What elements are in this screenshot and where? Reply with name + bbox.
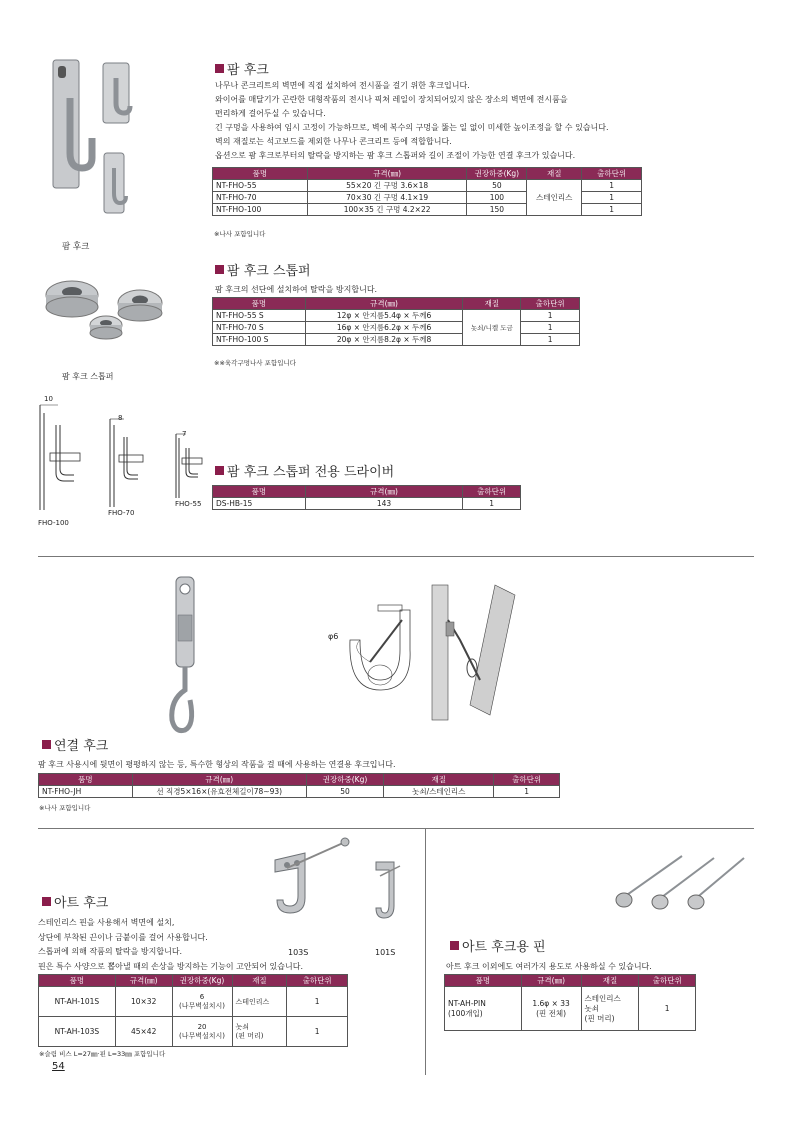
table-header: 품명 (213, 486, 306, 498)
art-hook-101s-photo (370, 858, 410, 928)
table-header: 규격(㎜) (132, 774, 306, 786)
material-cell: 스테인리스 (527, 180, 582, 216)
table-header: 권장하중(Kg) (172, 975, 232, 987)
stopper-title-text: 팜 후크 스톱퍼 (227, 264, 311, 279)
stopper-table (212, 297, 580, 346)
table-header: 출하단위 (287, 975, 348, 987)
desc-line: 스톱퍼에 의해 작품의 탈락을 방지합니다. (38, 947, 183, 956)
table-header: 출하단위 (521, 298, 580, 310)
table-row: NT-FHO-55 55×20 긴 구멍 3.6×18 50 스테인리스 1 (213, 180, 642, 192)
art-hook-title-text: 아트 후크 (54, 896, 109, 911)
table-header: 품명 (39, 975, 116, 987)
table-header: 재질 (232, 975, 287, 987)
palm-hook-caption: 팜 후크 (62, 242, 90, 252)
stopper-description: 팜 후크의 선단에 설치하여 탈락을 방지합니다. (215, 285, 378, 294)
desc-line: 나무나 콘크리트의 벽면에 직접 설치하여 전시품을 걸기 위한 후크입니다. (215, 81, 470, 90)
table-header: 출하단위 (639, 975, 696, 987)
fho100-dim: 10 (44, 395, 53, 403)
hook-diagram-fho70 (106, 415, 146, 510)
table-row: NT-AH-101S 10×32 6 (나무벽설치시) 스테인리스 1 (39, 987, 348, 1017)
square-bullet-icon (215, 466, 224, 475)
art-hook-description (38, 916, 303, 974)
table-header: 재질 (463, 298, 521, 310)
art-hook-pin-description: 아트 후크 이외에도 여러가지 용도로 사용하실 수 있습니다. (446, 962, 652, 971)
connection-hook-table (38, 773, 560, 798)
fho100-label: FHO-100 (38, 519, 69, 527)
art-hook-note: ※슬림 비스 L=27㎜·핀 L=33㎜ 포함입니다 (39, 1050, 166, 1058)
fho70-label: FHO-70 (108, 509, 135, 517)
art-hook-pin-photo (610, 852, 750, 914)
art-hook-table (38, 974, 348, 1047)
hook-diagram-fho100 (36, 395, 86, 515)
table-header: 재질 (527, 168, 582, 180)
table-row: NT-FHO-70 70×30 긴 구멍 4.1×19 100 1 (213, 192, 642, 204)
stopper-photo (40, 275, 170, 345)
desc-line: 스테인리스 핀을 사용해서 벽면에 설치, (38, 918, 175, 927)
table-row: NT-FHO-70 S 16φ × 안지름6.2φ × 두께6 1 (213, 322, 580, 334)
fho55-label: FHO-55 (175, 500, 202, 508)
square-bullet-icon (215, 265, 224, 274)
table-header: 규격(㎜) (115, 975, 172, 987)
table-row: DS-HB-15 143 1 (213, 498, 521, 510)
art-hook-pin-table (444, 974, 696, 1031)
palm-hook-photo (48, 58, 138, 223)
driver-table (212, 485, 521, 510)
desc-line: 긴 구멍을 사용하여 임시 고정이 가능하므로, 벽에 복수의 구멍을 뚫는 일 없이 미세한 높이조정을 할 수 있습니다. (215, 123, 609, 132)
square-bullet-icon (215, 64, 224, 73)
connection-hook-title-text: 연결 후크 (54, 739, 109, 754)
square-bullet-icon (450, 941, 459, 950)
material-cell: 놋쇠/니켈 도금 (463, 310, 521, 346)
page-number: 54 (52, 1061, 65, 1072)
square-bullet-icon (42, 897, 51, 906)
hook-diagram-fho55 (172, 430, 207, 500)
palm-hook-title (215, 59, 269, 78)
connection-hook-note: ※나사 포함입니다 (39, 804, 91, 812)
table-row: NT-AH-PIN (100개입) 1.6φ × 33 (핀 전체) 스테인리스 놋쇠 (핀 머리) 1 (445, 987, 696, 1031)
connection-hook-photo (160, 575, 210, 735)
connection-hook-description: 팜 후크 사용시에 뒷면이 평평하지 않는 등, 특수한 형상의 작품을 걸 때에 사용하는 연결용 후크입니다. (38, 760, 396, 769)
desc-line: 핀은 특수 사양으로 뽑아낼 때의 손상을 방지하는 기능이 고안되어 있습니다. (38, 961, 303, 971)
diameter-label: φ6 (328, 632, 339, 641)
table-header: 규격(㎜) (305, 298, 463, 310)
table-header: 재질 (384, 774, 494, 786)
table-header: 권장하중(Kg) (306, 774, 384, 786)
art-hook-pin-title-text: 아트 후크용 핀 (462, 940, 546, 955)
table-row: NT-FHO-55 S 12φ × 안지름5.4φ × 두께6 놋쇠/니켈 도금 1 (213, 310, 580, 322)
connection-hook-title (42, 735, 108, 754)
table-row: NT-FHO-JH 선 직경5×16×(유효전체길이78∼93) 50 놋쇠/스테인리스 1 (39, 786, 560, 798)
driver-title-text: 팜 후크 스톱퍼 전용 드라이버 (227, 465, 395, 480)
table-header: 재질 (581, 975, 639, 987)
square-bullet-icon (42, 740, 51, 749)
table-header: 품명 (213, 298, 306, 310)
table-header: 규격(㎜) (307, 168, 467, 180)
vertical-divider (425, 828, 426, 1075)
desc-line: 편리하게 걸어두실 수 있습니다. (215, 109, 326, 118)
table-header: 품명 (213, 168, 308, 180)
table-header: 출하단위 (582, 168, 642, 180)
connection-hook-diagram (320, 580, 530, 720)
art-hook-101s-label: 101S (375, 948, 396, 957)
art-hook-title (42, 892, 108, 911)
table-header: 품명 (445, 975, 522, 987)
desc-line: 옵션으로 팜 후크로부터의 탈락을 방지하는 팜 후크 스톱퍼와 길이 조절이 가능한 연결 후크가 있습니다. (215, 151, 576, 160)
palm-hook-title-text: 팜 후크 (227, 63, 269, 78)
table-row: NT-AH-103S 45×42 20 (나무벽설치시) 놋쇠 (핀 머리) 1 (39, 1017, 348, 1047)
stopper-caption: 팜 후크 스톱퍼 (62, 372, 114, 381)
stopper-title (215, 260, 311, 279)
desc-line: 상단에 부착된 끈이나 금붙이를 걸어 사용합니다. (38, 932, 208, 942)
driver-title (215, 461, 394, 480)
palm-hook-table (212, 167, 642, 216)
desc-line: 와이어를 매달기가 곤란한 대형작품의 전시나 픽쳐 레일이 장치되어있지 않은 장소의 벽면에 전시품을 (215, 95, 568, 104)
stopper-note: ※※육각구멍나사 포함입니다 (214, 359, 297, 367)
desc-line: 벽의 재질로는 석고보드를 제외한 나무나 콘크리트 등에 적합합니다. (215, 137, 452, 146)
divider-line (38, 828, 754, 829)
table-header: 출하단위 (463, 486, 521, 498)
palm-hook-note: ※나사 포함입니다 (214, 230, 266, 238)
table-header: 규격(㎜) (521, 975, 581, 987)
palm-hook-description (215, 79, 609, 163)
fho55-dim: 7 (182, 430, 187, 438)
table-header: 품명 (39, 774, 133, 786)
table-header: 권장하중(Kg) (467, 168, 527, 180)
table-row: NT-FHO-100 100×35 긴 구멍 4.2×22 150 1 (213, 204, 642, 216)
art-hook-103s-label: 103S (288, 948, 309, 957)
fho70-dim: 8 (118, 414, 123, 422)
divider-line (38, 556, 754, 557)
table-row: NT-FHO-100 S 20φ × 안지름8.2φ × 두께8 1 (213, 334, 580, 346)
table-header: 출하단위 (494, 774, 560, 786)
art-hook-pin-title (450, 936, 546, 955)
table-header: 규격(㎜) (305, 486, 462, 498)
